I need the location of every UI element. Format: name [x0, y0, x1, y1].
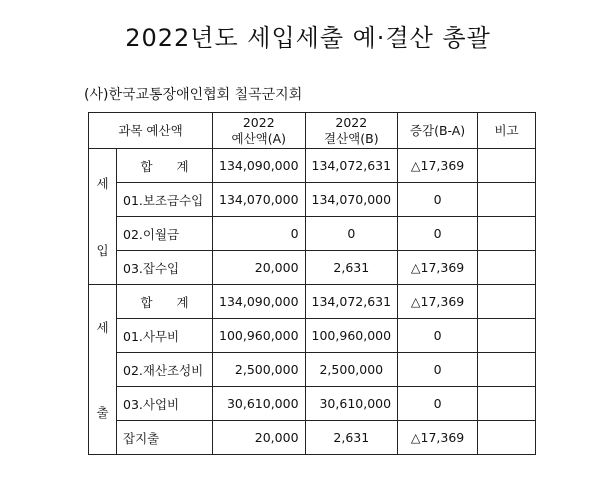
section-char: 출 [96, 404, 109, 420]
row-diff: 0 [398, 387, 478, 421]
row-item: 03.사업비 [117, 387, 213, 421]
section-char: 입 [96, 243, 109, 259]
organization-name: (사)한국교통장애인협회 칠곡군지회 [84, 87, 303, 103]
row-note [478, 387, 536, 421]
row-budget: 30,610,000 [213, 387, 306, 421]
row-note [478, 319, 536, 353]
row-item: 잡지출 [117, 421, 213, 455]
row-note [478, 149, 536, 183]
row-diff: 0 [398, 319, 478, 353]
row-budget: 20,000 [213, 251, 306, 285]
row-note [478, 183, 536, 217]
header-note: 비고 [478, 113, 536, 149]
row-budget: 134,090,000 [213, 285, 306, 319]
section-char: 세 [96, 175, 109, 191]
row-item: 03.잡수입 [117, 251, 213, 285]
row-settle: 30,610,000 [305, 387, 398, 421]
table-row [89, 319, 536, 353]
row-diff: △17,369 [398, 285, 478, 319]
row-diff: 0 [398, 217, 478, 251]
row-budget: 20,000 [213, 421, 306, 455]
header-budget [213, 113, 306, 149]
row-settle: 134,072,631 [305, 285, 398, 319]
section-char: 세 [96, 320, 109, 336]
row-budget: 2,500,000 [213, 353, 306, 387]
table-row [89, 251, 536, 285]
row-budget: 134,070,000 [213, 183, 306, 217]
section-expenditure [89, 285, 117, 455]
row-diff: △17,369 [398, 421, 478, 455]
row-note [478, 251, 536, 285]
header-item: 과목 예산액 [89, 113, 213, 149]
row-settle: 2,500,000 [305, 353, 398, 387]
header-settle-label: 결산액(B) [324, 130, 379, 146]
row-note [478, 421, 536, 455]
row-settle: 2,631 [305, 251, 398, 285]
row-settle: 134,070,000 [305, 183, 398, 217]
table-row [89, 183, 536, 217]
row-note [478, 217, 536, 251]
section-revenue [89, 149, 117, 285]
header-settlement [305, 113, 398, 149]
header-settle-year: 2022 [335, 114, 368, 130]
row-diff: 0 [398, 353, 478, 387]
row-budget: 0 [213, 217, 306, 251]
header-budget-label: 예산액(A) [231, 130, 287, 146]
table-row [89, 421, 536, 455]
table-row [89, 217, 536, 251]
row-settle: 2,631 [305, 421, 398, 455]
table-row [89, 149, 536, 183]
header-budget-year: 2022 [242, 114, 275, 130]
table-row [89, 285, 536, 319]
row-item: 01.사무비 [117, 319, 213, 353]
document-title: 2022년도 세입세출 예·결산 총괄 [125, 24, 491, 52]
row-diff: 0 [398, 183, 478, 217]
row-item: 02.이월금 [117, 217, 213, 251]
row-note [478, 353, 536, 387]
header-diff: 증감(B-A) [398, 113, 478, 149]
row-diff: △17,369 [398, 149, 478, 183]
table-row [89, 353, 536, 387]
row-item: 02.재산조성비 [117, 353, 213, 387]
table-header-row [89, 113, 536, 149]
row-item: 합 계 [117, 285, 213, 319]
row-item: 01.보조금수입 [117, 183, 213, 217]
row-budget: 100,960,000 [213, 319, 306, 353]
row-settle: 0 [305, 217, 398, 251]
row-diff: △17,369 [398, 251, 478, 285]
row-item: 합 계 [117, 149, 213, 183]
table-row [89, 387, 536, 421]
row-settle: 100,960,000 [305, 319, 398, 353]
row-budget: 134,090,000 [213, 149, 306, 183]
row-settle: 134,072,631 [305, 149, 398, 183]
budget-summary-table [88, 112, 536, 455]
row-note [478, 285, 536, 319]
